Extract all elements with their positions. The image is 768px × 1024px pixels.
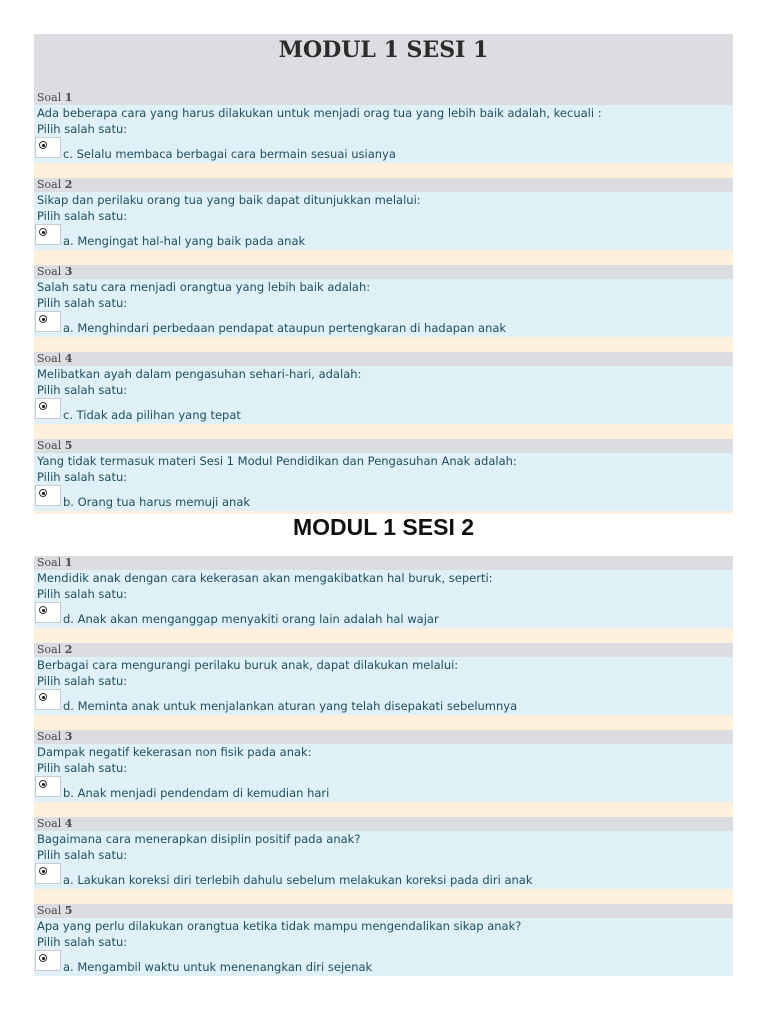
- choose-one-label: Pilih salah satu:: [37, 761, 128, 775]
- question-block: [34, 279, 733, 337]
- question-header: [34, 643, 733, 657]
- question-text: Sikap dan perilaku orang tua yang baik dapat ditunjukkan melalui:: [37, 193, 421, 207]
- answer-radio[interactable]: [35, 602, 61, 623]
- question-text: Mendidik anak dengan cara kekerasan akan mengakibatkan hal buruk, seperti:: [37, 571, 493, 585]
- title-gap: [34, 541, 733, 556]
- question-block: [34, 570, 733, 628]
- choose-one-label: Pilih salah satu:: [37, 470, 128, 484]
- spacer: [34, 250, 733, 265]
- selected-answer: a. Menghindari perbedaan pendapat ataupun pertengkaran di hadapan anak: [63, 321, 507, 335]
- selected-answer: c. Selalu membaca berbagai cara bermain sesuai usianya: [63, 147, 396, 161]
- question-header: [34, 352, 733, 366]
- radio-selected-icon: [39, 489, 47, 497]
- radio-selected-icon: [39, 141, 47, 149]
- choose-one-label: Pilih salah satu:: [37, 122, 128, 136]
- selected-answer: a. Lakukan koreksi diri terlebih dahulu sebelum melakukan koreksi pada diri anak: [63, 873, 533, 887]
- answer-radio[interactable]: [35, 689, 61, 710]
- question-text: Ada beberapa cara yang harus dilakukan untuk menjadi orag tua yang lebih baik adalah, kecuali :: [37, 106, 602, 120]
- answer-radio[interactable]: [35, 137, 61, 158]
- selected-answer: b. Anak menjadi pendendam di kemudian hari: [63, 786, 330, 800]
- choose-one-label: Pilih salah satu:: [37, 848, 128, 862]
- question-label: Soal: [37, 178, 62, 191]
- question-label: Soal: [37, 439, 62, 452]
- question-block: [34, 366, 733, 424]
- answer-radio[interactable]: [35, 485, 61, 506]
- radio-selected-icon: [39, 402, 47, 410]
- question-header: [34, 265, 733, 279]
- question-text: Salah satu cara menjadi orangtua yang lebih baik adalah:: [37, 280, 371, 294]
- question-text: Dampak negatif kekerasan non fisik pada anak:: [37, 745, 312, 759]
- spacer: [34, 802, 733, 817]
- question-header: [34, 730, 733, 744]
- radio-selected-icon: [39, 867, 47, 875]
- answer-radio[interactable]: [35, 863, 61, 884]
- question-label: Soal: [37, 556, 62, 569]
- question-text: Yang tidak termasuk materi Sesi 1 Modul Pendidikan dan Pengasuhan Anak adalah:: [37, 454, 517, 468]
- choose-one-label: Pilih salah satu:: [37, 296, 128, 310]
- question-label: Soal: [37, 730, 62, 743]
- question-block: [34, 192, 733, 250]
- selected-answer: d. Meminta anak untuk menjalankan aturan yang telah disepakati sebelumnya: [63, 699, 518, 713]
- spacer: [34, 628, 733, 643]
- spacer: [34, 424, 733, 439]
- question-label: Soal: [37, 904, 62, 917]
- selected-answer: d. Anak akan menganggap menyakiti orang lain adalah hal wajar: [63, 612, 439, 626]
- question-number: 1: [64, 556, 73, 569]
- question-label: Soal: [37, 817, 62, 830]
- question-number: 4: [64, 352, 73, 365]
- choose-one-label: Pilih salah satu:: [37, 935, 128, 949]
- selected-answer: c. Tidak ada pilihan yang tepat: [63, 408, 241, 422]
- answer-radio[interactable]: [35, 224, 61, 245]
- question-block: [34, 453, 733, 511]
- question-header: [34, 178, 733, 192]
- question-text: Berbagai cara mengurangi perilaku buruk anak, dapat dilakukan melalui:: [37, 658, 459, 672]
- module-2-section: [34, 514, 733, 976]
- radio-selected-icon: [39, 780, 47, 788]
- question-label: Soal: [37, 352, 62, 365]
- choose-one-label: Pilih salah satu:: [37, 383, 128, 397]
- question-block: [34, 918, 733, 976]
- question-block: [34, 105, 733, 163]
- question-header: [34, 91, 733, 105]
- spacer: [34, 715, 733, 730]
- selected-answer: a. Mengingat hal-hal yang baik pada anak: [63, 234, 306, 248]
- question-block: [34, 744, 733, 802]
- module-2-title: MODUL 1 SESI 2: [34, 514, 733, 541]
- question-text: Melibatkan ayah dalam pengasuhan sehari-hari, adalah:: [37, 367, 362, 381]
- question-header: [34, 439, 733, 453]
- radio-selected-icon: [39, 315, 47, 323]
- question-header: [34, 817, 733, 831]
- question-text: Apa yang perlu dilakukan orangtua ketika tidak mampu mengendalikan sikap anak?: [37, 919, 522, 933]
- question-number: 4: [64, 817, 73, 830]
- question-number: 2: [64, 643, 73, 656]
- question-number: 3: [64, 265, 73, 278]
- answer-radio[interactable]: [35, 950, 61, 971]
- question-label: Soal: [37, 91, 62, 104]
- spacer: [34, 337, 733, 352]
- selected-answer: b. Orang tua harus memuji anak: [63, 495, 251, 509]
- choose-one-label: Pilih salah satu:: [37, 587, 128, 601]
- question-number: 3: [64, 730, 73, 743]
- radio-selected-icon: [39, 693, 47, 701]
- question-text: Bagaimana cara menerapkan disiplin positif pada anak?: [37, 832, 361, 846]
- spacer: [34, 889, 733, 904]
- answer-radio[interactable]: [35, 398, 61, 419]
- question-block: [34, 831, 733, 889]
- question-number: 1: [64, 91, 73, 104]
- question-header: [34, 904, 733, 918]
- radio-selected-icon: [39, 606, 47, 614]
- selected-answer: a. Mengambil waktu untuk menenangkan diri sejenak: [63, 960, 373, 974]
- spacer: [34, 163, 733, 178]
- question-label: Soal: [37, 265, 62, 278]
- answer-radio[interactable]: [35, 776, 61, 797]
- question-number: 5: [64, 904, 73, 917]
- question-block: [34, 657, 733, 715]
- question-header: [34, 556, 733, 570]
- question-number: 5: [64, 439, 73, 452]
- question-number: 2: [64, 178, 73, 191]
- module-1-section: [34, 34, 733, 526]
- answer-radio[interactable]: [35, 311, 61, 332]
- radio-selected-icon: [39, 954, 47, 962]
- choose-one-label: Pilih salah satu:: [37, 674, 128, 688]
- choose-one-label: Pilih salah satu:: [37, 209, 128, 223]
- module-1-title: MODUL 1 SESI 1: [34, 34, 733, 91]
- radio-selected-icon: [39, 228, 47, 236]
- question-label: Soal: [37, 643, 62, 656]
